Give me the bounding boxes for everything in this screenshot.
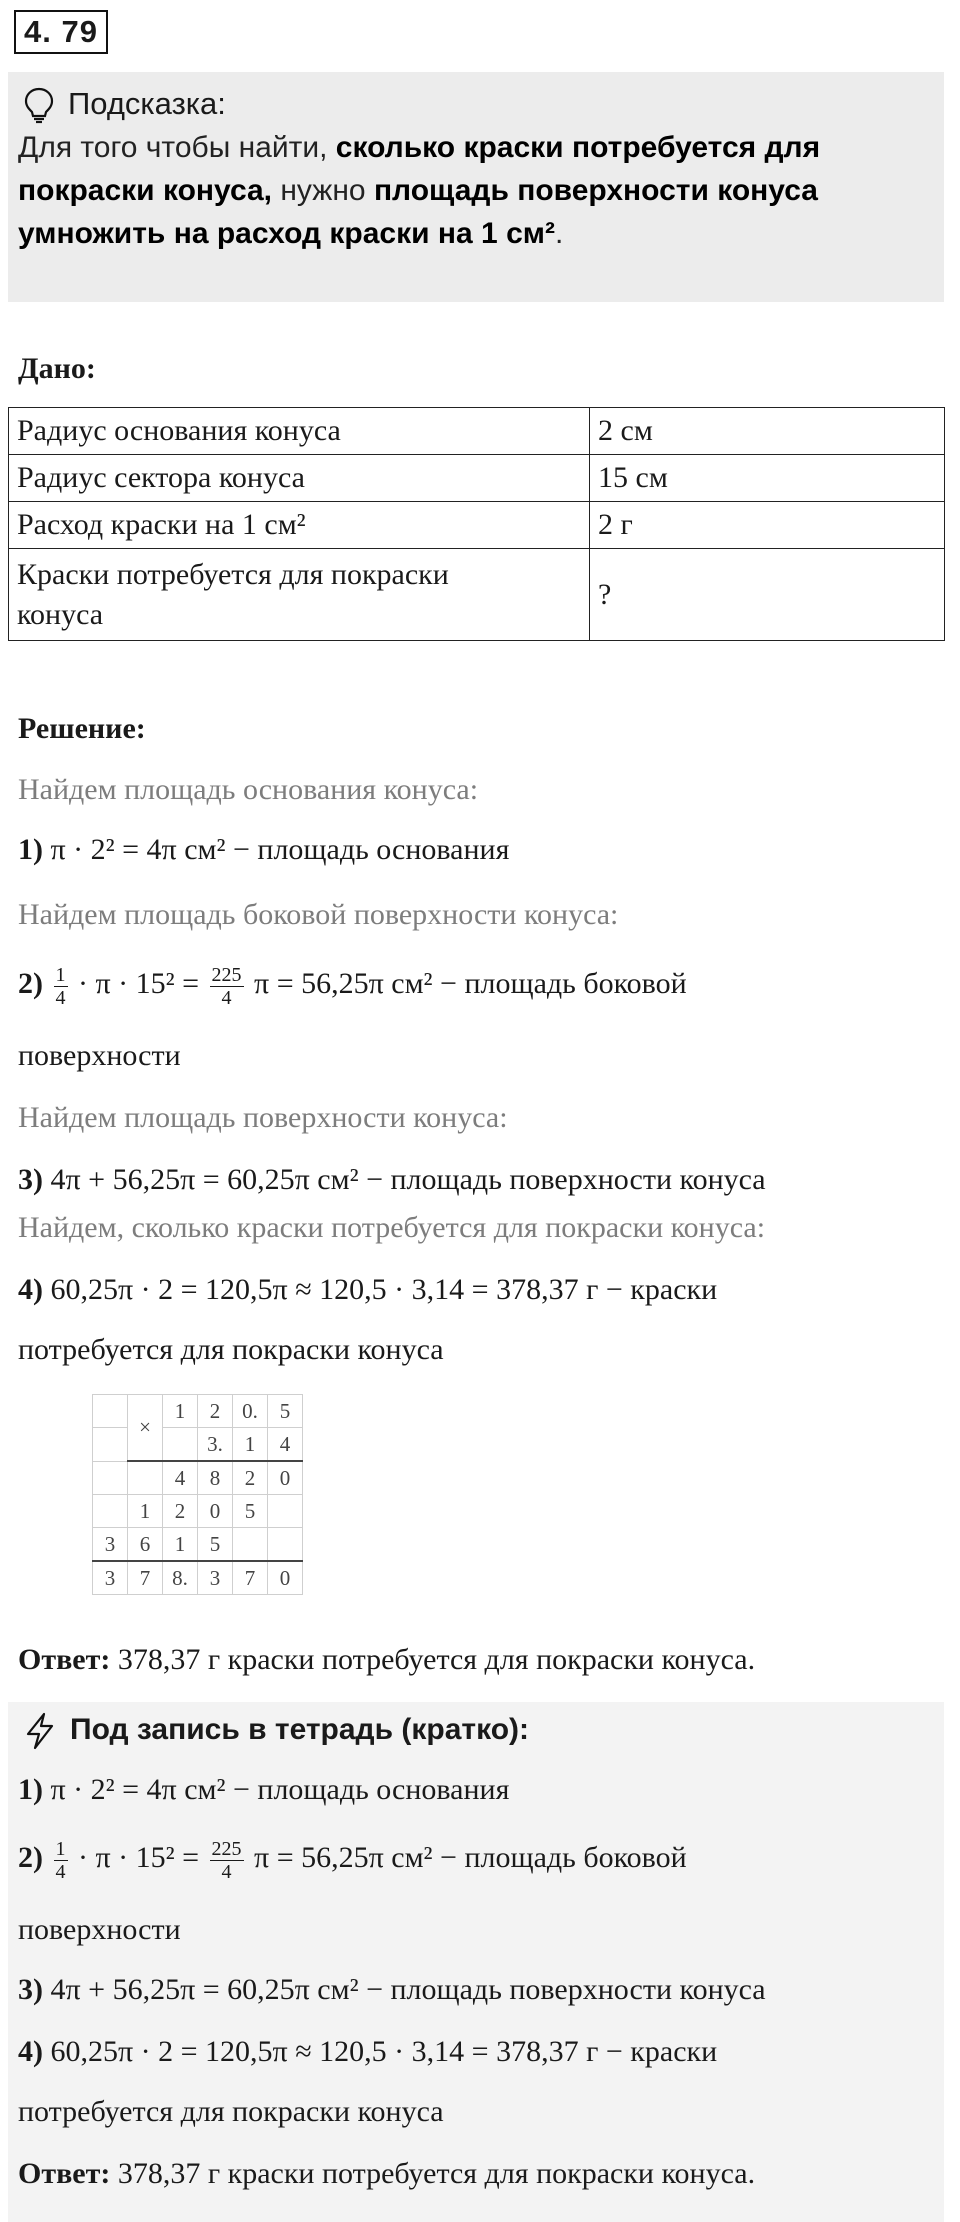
hint-title: Подсказка:: [68, 86, 226, 121]
mult-cell: 3: [198, 1561, 233, 1595]
notes-step1-number: 1): [18, 1773, 43, 1806]
answer-text: 378,37 г краски потребуется для покраски конуса.: [117, 1643, 756, 1676]
fraction-denominator: 4: [55, 986, 66, 1009]
step2-line: [18, 958, 687, 1010]
notes-step1-formula: π · 2² = 4π см² − площадь основания: [50, 1773, 510, 1806]
lightbulb-icon: [22, 86, 56, 124]
given-label: Радиус сектора конуса: [9, 455, 590, 502]
notes-step2-continuation: поверхности: [18, 1913, 181, 1946]
table-row: [9, 502, 945, 549]
mult-cell: 7: [128, 1561, 163, 1595]
table-row: [93, 1561, 303, 1595]
mult-cell: 1: [128, 1495, 163, 1528]
mult-cell: 2: [163, 1495, 198, 1528]
mult-cell: [268, 1528, 303, 1562]
fraction: [54, 1838, 68, 1883]
mult-cell: 1: [233, 1428, 268, 1462]
step2-number: 2): [18, 967, 43, 1000]
mult-cell: [233, 1528, 268, 1562]
notes-answer-label: Ответ:: [18, 2157, 111, 2190]
table-row: [93, 1428, 303, 1462]
given-label: Расход краски на 1 см²: [9, 502, 590, 549]
table-row: [93, 1461, 303, 1495]
notes-step4-number: 4): [18, 2035, 43, 2068]
step2-formula-end: π = 56,25π см² − площадь боковой: [254, 967, 687, 1000]
step3-number: 3): [18, 1163, 43, 1196]
mult-cell: 7: [233, 1561, 268, 1595]
notes-answer-text: 378,37 г краски потребуется для покраски конуса.: [117, 2157, 756, 2190]
step1-note: Найдем площадь основания конуса:: [18, 773, 479, 806]
mult-cell: 2: [198, 1395, 233, 1428]
mult-cell: [93, 1461, 128, 1495]
notes-step1-line: [18, 1770, 509, 1810]
step4-number: 4): [18, 1273, 43, 1306]
notes-step3-formula: 4π + 56,25π = 60,25π см² − площадь поверхности конуса: [50, 1973, 766, 2006]
hint-part-6: .: [554, 217, 564, 250]
step3-line: [18, 1160, 766, 1200]
notes-step4-formula: 60,25π · 2 = 120,5π ≈ 120,5 · 3,14 = 378,37 г − краски: [50, 2035, 718, 2068]
mult-cell: 1: [163, 1395, 198, 1428]
times-sign: ×: [128, 1395, 163, 1462]
table-row: [93, 1528, 303, 1562]
mult-cell: 5: [233, 1495, 268, 1528]
fraction: [210, 1838, 244, 1883]
answer-label: Ответ:: [18, 1643, 111, 1676]
notes-step4-line: [18, 2032, 717, 2072]
notes-step2-formula-end: π = 56,25π см² − площадь боковой: [254, 1841, 687, 1874]
step4-formula: 60,25π · 2 = 120,5π ≈ 120,5 · 3,14 = 378,37 г − краски: [50, 1273, 718, 1306]
mult-cell: 4: [268, 1428, 303, 1462]
fraction-denominator: 4: [221, 1860, 232, 1883]
hint-part-3: нужно: [272, 174, 374, 207]
mult-cell: [93, 1495, 128, 1528]
step4-note: Найдем, сколько краски потребуется для покраски конуса:: [18, 1211, 766, 1244]
fraction-numerator: 1: [55, 963, 66, 986]
table-row: [9, 408, 945, 455]
notes-step3-line: [18, 1970, 766, 2010]
mult-cell: 6: [128, 1528, 163, 1562]
given-value: 2 г: [590, 502, 945, 549]
table-row: [93, 1395, 303, 1428]
mult-cell: [93, 1428, 128, 1462]
step2-continuation: поверхности: [18, 1039, 181, 1072]
mult-cell: [268, 1495, 303, 1528]
notebook-summary-box: [8, 1702, 944, 2222]
hint-part-1: Для того чтобы найти,: [18, 131, 336, 164]
mult-cell: 0: [268, 1461, 303, 1495]
hint-box: [8, 72, 944, 302]
hint-part-2: сколько краски потребуется для покраски конуса,: [18, 131, 821, 207]
mult-cell: 5: [268, 1395, 303, 1428]
step1-number: 1): [18, 833, 43, 866]
fraction-numerator: 225: [211, 963, 242, 986]
mult-cell: 0.: [233, 1395, 268, 1428]
step2-formula-mid: · π · 15² =: [78, 967, 200, 1000]
table-row: [9, 455, 945, 502]
notes-step3-number: 3): [18, 1973, 43, 2006]
step3-note: Найдем площадь поверхности конуса:: [18, 1101, 508, 1134]
notes-step4-continuation: потребуется для покраски конуса: [18, 2095, 444, 2128]
mult-cell: 3: [93, 1561, 128, 1595]
hint-part-5: см²: [506, 217, 555, 250]
notes-answer-line: [18, 2154, 755, 2194]
given-value: ?: [590, 549, 945, 641]
fraction-numerator: 1: [55, 1837, 66, 1860]
fraction-denominator: 4: [55, 1860, 66, 1883]
lightning-icon: [22, 1712, 58, 1750]
mult-cell: [93, 1395, 128, 1428]
fraction-numerator: 225: [211, 1837, 242, 1860]
mult-cell: 4: [163, 1461, 198, 1495]
mult-cell: [163, 1428, 198, 1462]
hint-part-4: площадь поверхности конуса умножить на расход краски на 1: [18, 174, 818, 250]
mult-cell: 0: [198, 1495, 233, 1528]
mult-cell: 1: [163, 1528, 198, 1562]
mult-cell: [128, 1461, 163, 1495]
step4-line: [18, 1270, 717, 1310]
given-table: [8, 407, 945, 641]
table-row: [9, 549, 945, 641]
notes-step2-line: [18, 1832, 687, 1884]
step3-formula: 4π + 56,25π = 60,25π см² − площадь поверхности конуса: [50, 1163, 766, 1196]
step1-formula: π · 2² = 4π см² − площадь основания: [50, 833, 510, 866]
task-number: 4. 79: [14, 10, 108, 54]
table-row: [93, 1495, 303, 1528]
given-label: Краски потребуется для покраски конуса: [9, 549, 590, 641]
notes-title: Под запись в тетрадь (кратко):: [70, 1713, 530, 1746]
given-value: 15 см: [590, 455, 945, 502]
step1-line: [18, 830, 509, 870]
notes-step2-formula-mid: · π · 15² =: [78, 1841, 200, 1874]
column-multiplication: [92, 1394, 303, 1595]
answer-line: [18, 1640, 755, 1680]
fraction: [54, 964, 68, 1009]
mult-cell: 3.: [198, 1428, 233, 1462]
solution-heading: Решение:: [18, 712, 146, 745]
given-heading: Дано:: [18, 352, 96, 385]
mult-cell: 5: [198, 1528, 233, 1562]
step4-continuation: потребуется для покраски конуса: [18, 1333, 444, 1366]
mult-cell: 0: [268, 1561, 303, 1595]
fraction: [210, 964, 244, 1009]
given-value: 2 см: [590, 408, 945, 455]
step2-note: Найдем площадь боковой поверхности конуса:: [18, 898, 619, 931]
mult-cell: 2: [233, 1461, 268, 1495]
mult-cell: 8.: [163, 1561, 198, 1595]
notes-step2-number: 2): [18, 1841, 43, 1874]
mult-cell: 3: [93, 1528, 128, 1562]
hint-text: [18, 126, 923, 255]
given-label: Радиус основания конуса: [9, 408, 590, 455]
mult-cell: 8: [198, 1461, 233, 1495]
fraction-denominator: 4: [221, 986, 232, 1009]
